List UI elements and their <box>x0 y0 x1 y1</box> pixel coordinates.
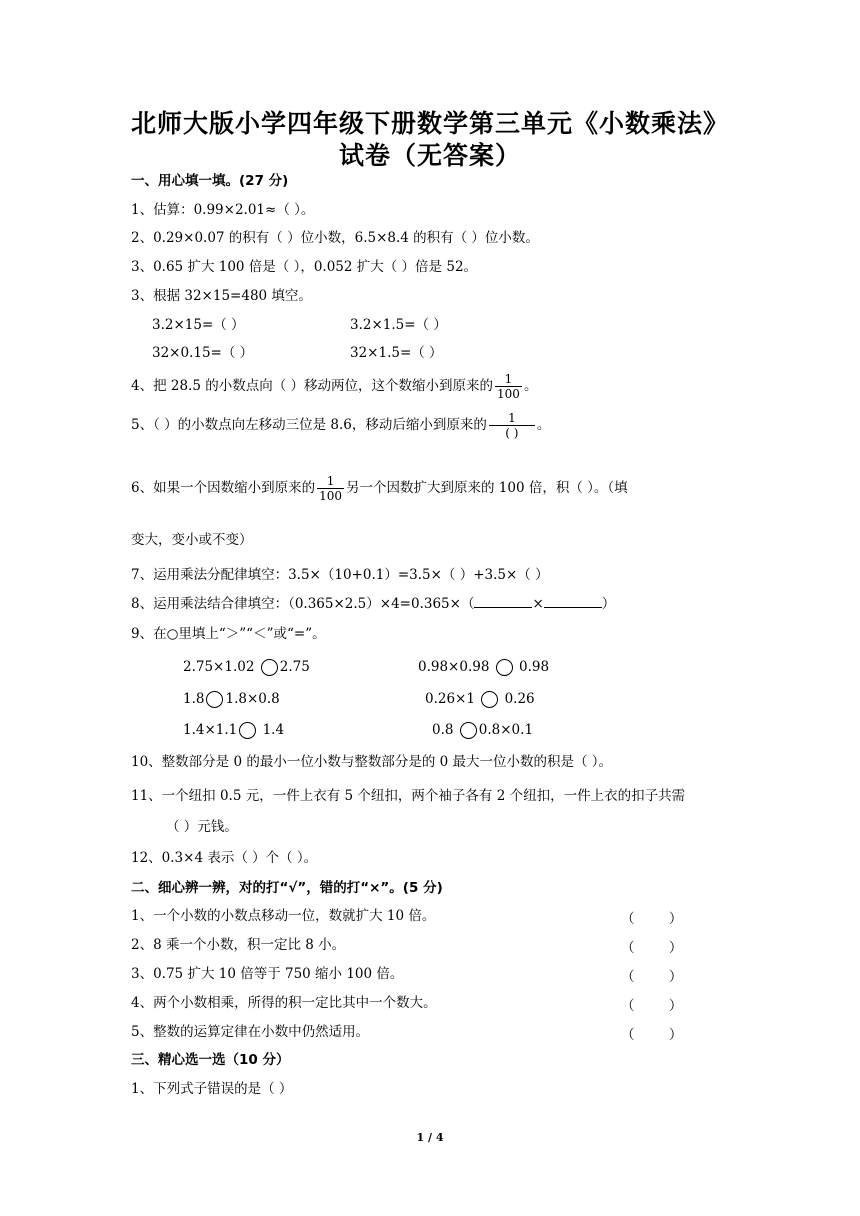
question-1-8: 7、运用乘法分配律填空：3.5×（10+0.1）=3.5×（ ）+3.5×（ ） <box>131 567 549 583</box>
judge-answer-paren[interactable]: （ ） <box>621 1027 683 1043</box>
judge-answer-paren[interactable]: （ ） <box>621 998 683 1014</box>
times-sign: × <box>532 596 544 612</box>
question-1-9-text: 8、运用乘法结合律填空：（0.365×2.5）×4=0.365×（ <box>131 596 475 612</box>
question-1-10: 9、在○里填上“＞”“＜”或“=”。 <box>131 626 326 642</box>
compare-circle[interactable] <box>481 691 498 708</box>
compare-circle[interactable] <box>460 722 477 739</box>
question-1-1: 1、估算：0.99×2.01≈（ ）。 <box>131 202 315 218</box>
page-number: 1 / 4 <box>416 1131 444 1144</box>
title-line-2: 试卷（无答案） <box>338 141 521 170</box>
compare-row <box>183 690 280 708</box>
answer-blank[interactable] <box>544 595 602 608</box>
question-1-4-d: 32×1.5=（ ） <box>350 345 443 361</box>
fraction-numerator: 1 <box>489 411 535 426</box>
judge-answer-paren[interactable]: （ ） <box>621 911 683 927</box>
compare-left: 0.26×1 <box>425 691 475 707</box>
question-1-3: 3、0.65 扩大 100 倍是（ ），0.052 扩大（ ）倍是 52。 <box>131 259 478 275</box>
question-1-9 <box>131 595 615 613</box>
question-1-12: 11、一个纽扣 0.5 元，一件上衣有 5 个纽扣，两个袖子各有 2 个纽扣，一件上衣的扣子共需 <box>131 788 686 804</box>
question-3-1: 1、下列式子错误的是（ ） <box>131 1081 293 1097</box>
compare-row <box>183 658 310 676</box>
judge-item: 2、8 乘一个小数，积一定比 8 小。 <box>131 937 346 953</box>
fraction-denominator: ( ) <box>505 426 519 440</box>
compare-row <box>418 658 549 676</box>
compare-right: 1.4 <box>262 722 285 738</box>
question-1-7-continued: 变大，变小或不变） <box>131 532 253 548</box>
fraction <box>317 474 344 503</box>
judge-item: 4、两个小数相乘，所得的积一定比其中一个数大。 <box>131 995 437 1011</box>
compare-left: 1.4×1.1 <box>183 722 238 738</box>
question-1-7-rest: 另一个因数扩大到原来的 100 倍，积（ ）。（填 <box>346 480 628 496</box>
compare-circle[interactable] <box>206 691 223 708</box>
question-1-13: 12、0.3×4 表示（ ）个（ ）。 <box>131 850 318 866</box>
fraction-numerator: 1 <box>495 372 522 387</box>
fraction-denominator: 100 <box>319 489 342 503</box>
compare-row <box>183 721 284 739</box>
section-2-heading: 二、细心辨一辨，对的打“√”，错的打“×”。(5 分) <box>131 880 443 896</box>
answer-blank[interactable] <box>474 595 532 608</box>
compare-circle[interactable] <box>239 722 256 739</box>
section-3-heading: 三、精心选一选（10 分） <box>131 1052 290 1068</box>
question-1-4: 3、根据 32×15=480 填空。 <box>131 288 312 304</box>
judge-answer-paren[interactable]: （ ） <box>621 969 683 985</box>
question-1-5-text: 4、把 28.5 的小数点向（ ）移动两位，这个数缩小到原来的 <box>131 378 494 394</box>
compare-right: 0.26 <box>504 691 535 707</box>
question-1-4-a: 3.2×15=（ ） <box>152 317 245 333</box>
compare-circle[interactable] <box>496 659 513 676</box>
fraction-numerator: 1 <box>317 474 344 489</box>
compare-left: 0.8 <box>432 722 454 738</box>
question-1-7-text: 6、如果一个因数缩小到原来的 <box>131 480 316 496</box>
question-1-5-end: 。 <box>523 378 538 394</box>
compare-left: 1.8 <box>183 691 205 707</box>
question-1-6-text: 5、（ ）的小数点向左移动三位是 8.6，移动后缩小到原来的 <box>131 417 487 433</box>
question-1-7 <box>131 474 628 503</box>
fraction-denominator: 100 <box>497 387 520 401</box>
compare-left: 2.75×1.02 <box>183 659 255 675</box>
question-1-12-continued: （ ）元钱。 <box>166 819 238 835</box>
compare-right: 0.8×0.1 <box>478 722 534 738</box>
judge-item: 3、0.75 扩大 10 倍等于 750 缩小 100 倍。 <box>131 966 404 982</box>
judge-answer-paren[interactable]: （ ） <box>621 940 683 956</box>
title-line-1: 北师大版小学四年级下册数学第三单元《小数乘法》 <box>130 109 729 138</box>
judge-item: 1、一个小数的小数点移动一位，数就扩大 10 倍。 <box>131 908 436 924</box>
question-1-6 <box>131 411 550 440</box>
compare-left: 0.98×0.98 <box>418 659 490 675</box>
question-1-9-end: ） <box>601 596 616 612</box>
question-1-6-end: 。 <box>536 417 551 433</box>
question-1-4-c: 32×0.15=（ ） <box>152 345 254 361</box>
question-1-2: 2、0.29×0.07 的积有（ ）位小数，6.5×8.4 的积有（ ）位小数。 <box>131 230 539 246</box>
compare-right: 0.98 <box>519 659 550 675</box>
compare-circle[interactable] <box>261 659 278 676</box>
compare-right: 2.75 <box>279 659 310 675</box>
compare-row <box>432 721 533 739</box>
fraction <box>495 372 522 401</box>
judge-item: 5、整数的运算定律在小数中仍然适用。 <box>131 1024 370 1040</box>
compare-right: 1.8×0.8 <box>225 691 280 707</box>
section-1-heading: 一、用心填一填。(27 分) <box>131 173 289 189</box>
question-1-5 <box>131 372 537 401</box>
question-1-4-b: 3.2×1.5=（ ） <box>350 317 447 333</box>
question-1-11: 10、整数部分是 0 的最小一位小数与整数部分是的 0 最大一位小数的积是（ ）。 <box>131 754 613 770</box>
fraction <box>489 411 535 440</box>
compare-row <box>425 690 535 708</box>
